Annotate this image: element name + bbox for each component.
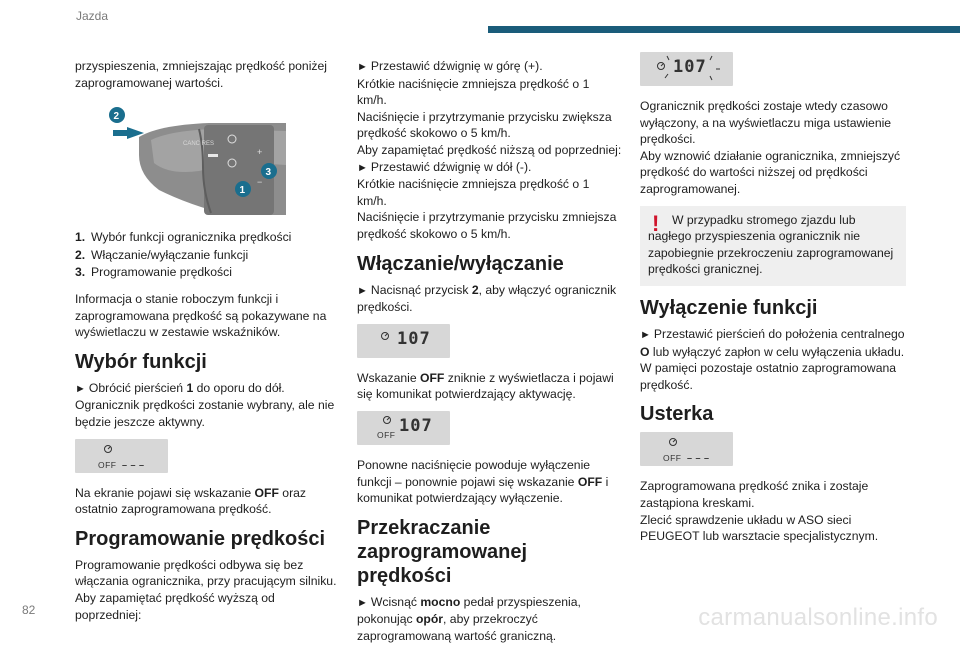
lever-label: CANC RES xyxy=(183,141,215,148)
body-text: Zaprogramowana prędkość znika i zostaje zastąpiona kreskami. xyxy=(640,479,869,510)
intro-text: przyspieszenia, zmniejszając prędkość poniżej zaprogramowanej wartości. xyxy=(75,59,327,90)
speed-limiter-lever-figure xyxy=(99,105,286,215)
display-value: 107 xyxy=(397,328,431,349)
display-value: 107 xyxy=(399,415,433,436)
instruction-text: ► Nacisnąć przycisk 2, aby włączyć ogranicznik prędkości. xyxy=(357,282,617,315)
bullet-arrow-icon: ► xyxy=(357,284,368,297)
svg-text:2: 2 xyxy=(113,111,120,123)
legend-item: 3. Programowanie prędkości xyxy=(75,265,232,280)
body-text: Krótkie naciśnięcie zmniejsza prędkość o 1 km/h. xyxy=(357,177,590,208)
heading-wybor-funkcji: Wybór funkcji xyxy=(75,350,207,373)
display-value: – – – xyxy=(122,459,145,470)
display-active-107 xyxy=(357,324,450,358)
instruction-text: ► Przestawić pierścień do położenia centralnego O lub wyłączyć zapłon w celu wyłączenia układu. xyxy=(640,326,905,359)
svg-text:1: 1 xyxy=(239,185,246,197)
display-off-label: OFF xyxy=(98,459,117,470)
svg-text:+: + xyxy=(257,147,263,158)
heading-przekraczanie: Przekraczanie zaprogramowanej prędkości xyxy=(357,516,528,587)
instruction-text: ► Przestawić dźwignię w dół (-). xyxy=(357,159,532,174)
column-1 xyxy=(75,58,340,631)
display-value: – – – xyxy=(687,453,710,464)
svg-text:−: − xyxy=(257,177,263,188)
heading-wlaczanie: Włączanie/wyłączanie xyxy=(357,252,564,275)
header-title: Jazda xyxy=(76,9,109,23)
svg-text:3: 3 xyxy=(265,167,272,179)
body-text: Naciśnięcie i przytrzymanie przycisku zmniejsza prędkość skokowo o 5 km/h. xyxy=(357,210,617,241)
warning-box xyxy=(640,206,906,286)
column-2 xyxy=(357,58,622,652)
heading-usterka: Usterka xyxy=(640,403,714,426)
body-text: Zlecić sprawdzenie układu w ASO sieci PEUGEOT lub warsztacie specjalistycznym. xyxy=(640,512,879,544)
bullet-arrow-icon: ► xyxy=(357,61,368,73)
display-flashing-107 xyxy=(640,52,733,86)
header-accent-bar xyxy=(488,26,960,33)
bullet-arrow-icon: ► xyxy=(357,596,368,609)
instruction-text: ► Przestawić dźwignię w górę (+). xyxy=(357,59,543,73)
instruction-text: ► Wcisnąć mocno pedał przyspieszenia, pokonując opór, aby przekroczyć zaprogramowaną wartość graniczną. xyxy=(357,594,581,643)
body-text: Ponowne naciśnięcie powoduje wyłączenie funkcji – ponownie pojawi się wskazanie OFF i komunikat potwierdzający wyłączenie. xyxy=(357,457,609,506)
watermark: carmanualsonline.info xyxy=(698,604,938,631)
heading-programowanie: Programowanie prędkości xyxy=(75,527,326,550)
bullet-arrow-icon: ► xyxy=(75,382,86,395)
warning-text: W przypadku stromego zjazdu lub nagłego przyspieszenia ogranicznik nie zapobiegnie przekroczeniu zaprogramowanej prędkości granicznej. xyxy=(648,212,894,277)
body-text: Na ekranie pojawi się wskazanie OFF oraz ostatnio zaprogramowana prędkość. xyxy=(75,485,307,517)
body-text: Programowanie prędkości odbywa się bez włączania ogranicznika, przy pracującym silniku. xyxy=(75,557,337,589)
info-text: Informacja o stanie roboczym funkcji i zaprogramowana prędkość są pokazywane na wyświetlaczu w zestawie wskaźników. xyxy=(75,291,327,340)
display-off-107 xyxy=(357,411,450,445)
display-value: 107 xyxy=(673,57,707,77)
body-text: W pamięci pozostaje ostatnio zaprogramowana prędkość. xyxy=(640,361,897,392)
display-off-label: OFF xyxy=(377,429,396,440)
body-text: Ogranicznik prędkości zostanie wybrany, ale nie będzie jeszcze aktywny. xyxy=(75,398,335,429)
display-off-label: OFF xyxy=(663,453,682,464)
display-off-dashes xyxy=(75,439,168,473)
body-text: Aby wznowić działanie ogranicznika, zmniejszyć prędkość do wartości niższej od prędkości zaprogramowanej. xyxy=(640,148,901,196)
body-text: Wskazanie OFF zniknie z wyświetlacza i pojawi się komunikat potwierdzający aktywację. xyxy=(357,370,614,402)
display-fault-dashes xyxy=(640,432,733,466)
body-text: Aby zapamiętać prędkość wyższą od poprzedniej: xyxy=(75,590,275,622)
warning-exclamation-icon: ! xyxy=(652,210,660,236)
bullet-arrow-icon: ► xyxy=(640,328,651,341)
page-number: 82 xyxy=(22,603,36,617)
instruction-text: ► Obrócić pierścień 1 do oporu do dół. xyxy=(75,380,285,395)
figure-legend xyxy=(75,229,340,281)
legend-item: 1. Wybór funkcji ogranicznika prędkości xyxy=(75,230,292,245)
body-text: Aby zapamiętać prędkość niższą od poprzedniej: xyxy=(357,142,622,157)
bullet-arrow-icon: ► xyxy=(357,161,368,174)
body-text: Ogranicznik prędkości zostaje wtedy czasowo wyłączony, a na wyświetlaczu miga ustawienie prędkości. xyxy=(640,99,892,147)
body-text: Krótkie naciśnięcie zmniejsza prędkość o 1 km/h. xyxy=(357,76,590,108)
heading-wylaczenie: Wyłączenie funkcji xyxy=(640,296,818,319)
body-text: Naciśnięcie i przytrzymanie przycisku zwiększa prędkość skokowo o 5 km/h. xyxy=(357,109,612,141)
column-3 xyxy=(640,52,906,553)
legend-item: 2. Włączanie/wyłączanie funkcji xyxy=(75,247,249,262)
